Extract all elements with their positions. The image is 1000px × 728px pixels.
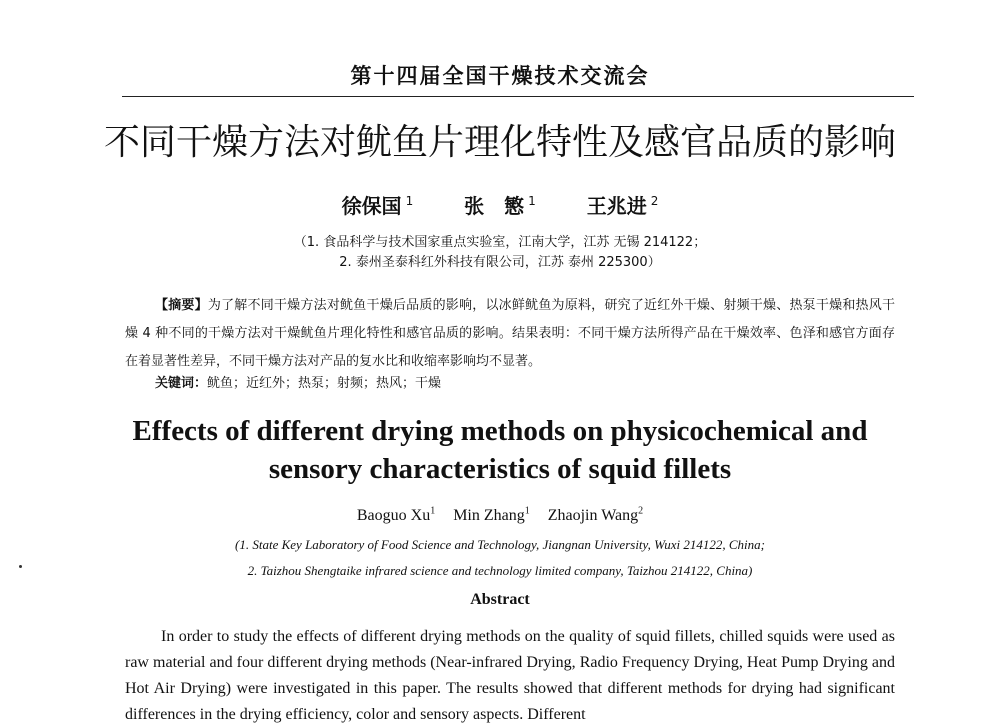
chinese-keywords-label: 关键词： xyxy=(155,376,208,391)
english-title-line: Effects of different drying methods on physicochemical and xyxy=(132,415,868,447)
header-rule xyxy=(122,96,914,97)
english-title-line: sensory characteristics of squid fillets xyxy=(268,453,732,485)
conference-header: 第十四届全国干燥技术交流会 xyxy=(350,63,650,88)
chinese-authors xyxy=(0,190,1000,219)
chinese-abstract-text: 为了解不同干燥方法对鱿鱼干燥后品质的影响，以冰鲜鱿鱼为原料，研究了近红外干燥、射频干燥、热泵干燥和热风干燥 4 种不同的干燥方法对干燥鱿鱼片理化特性和感官品质的影响。结果表明：不同干燥方法所得产品在干燥效率、色泽和感官方面存在着显著性差异，不同干燥方法对产品的复水比和收缩率影响均不显著。 xyxy=(125,298,895,369)
english-author: Zhaojin Wang$^2$ xyxy=(547,506,644,525)
chinese-author: 张 慜 $^1$ xyxy=(464,194,536,218)
chinese-abstract-label: 【摘要】 xyxy=(155,298,208,313)
english-abstract-heading: Abstract xyxy=(470,591,530,608)
chinese-author: 徐保国 $^1$ xyxy=(341,194,414,218)
chinese-author: 王兆进 $^2$ xyxy=(586,194,659,218)
english-affiliation-1: (1. State Key Laboratory of Food Science and Technology, Jiangnan University, Wuxi 214122, China; xyxy=(235,537,765,552)
chinese-affiliation-1: （1. 食品科学与技术国家重点实验室，江南大学，江苏 无锡 214122； xyxy=(293,235,707,250)
chinese-title: 不同干燥方法对鱿鱼片理化特性及感官品质的影响 xyxy=(103,122,896,163)
chinese-keywords-text: 鱿鱼；近红外；热泵；射频；热风；干燥 xyxy=(207,376,442,391)
chinese-abstract xyxy=(125,292,895,376)
english-authors xyxy=(0,506,1000,525)
english-abstract: In order to study the effects of different drying methods on the quality of squid fillets, chilled squids were used as raw material and four different drying methods (Near-infrared Drying, Radio Frequency Drying, Heat Pump Drying and Hot Air Drying) were investigated in this paper. The results showed that different methods for drying had significant differences in the drying efficiency, color and sensory aspects. Different xyxy=(125,628,895,723)
scan-mark xyxy=(19,565,22,568)
english-author: Min Zhang$^1$ xyxy=(453,506,530,525)
english-title xyxy=(0,412,1000,488)
chinese-keywords xyxy=(155,372,441,391)
english-author: Baoguo Xu$^1$ xyxy=(356,506,436,525)
chinese-affiliation-2: 2. 泰州圣泰科红外科技有限公司，江苏 泰州 225300） xyxy=(339,255,661,270)
english-affiliation-2: 2. Taizhou Shengtaike infrared science and technology limited company, Taizhou 214122, China) xyxy=(247,563,753,578)
